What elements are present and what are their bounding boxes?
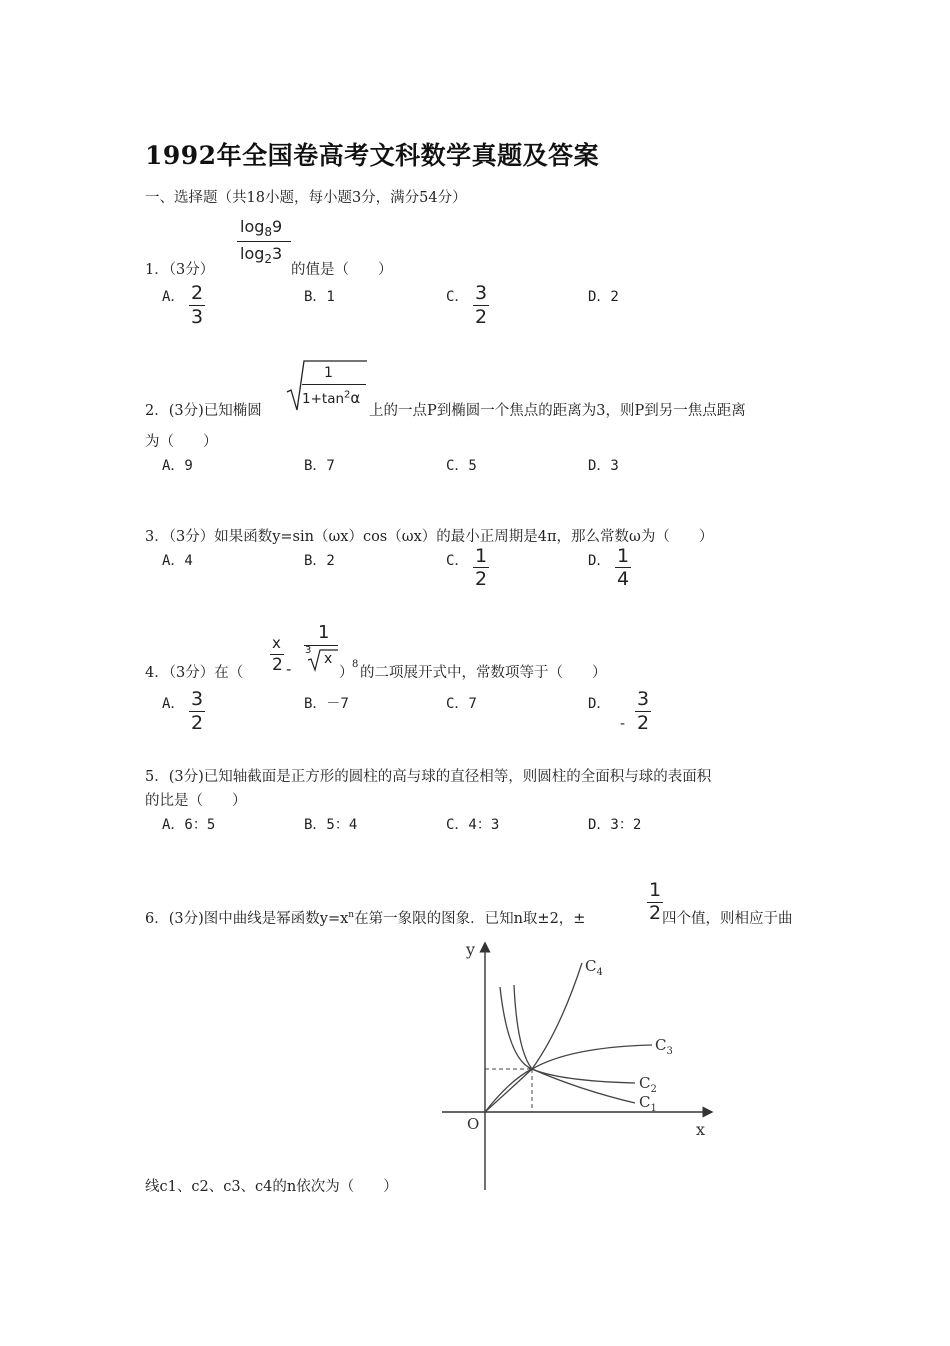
q3-option-d: D．	[588, 553, 611, 569]
label-c4: $C_4$	[585, 957, 603, 978]
q5-line1: 5．(3分)已知轴截面是正方形的圆柱的高与球的直径相等，则圆柱的全面积与球的表面积	[145, 769, 712, 785]
label-c3: $C_3$	[655, 1036, 673, 1057]
q5-option-d: D．3：2	[588, 817, 642, 833]
q2-option-c: C．5	[446, 458, 477, 474]
q2-option-b: B．7	[304, 458, 335, 474]
q4-option-a: A．	[162, 696, 185, 712]
curve-c1	[500, 987, 635, 1103]
label-c2: $C_2$	[639, 1074, 657, 1095]
q3-text: 3．（3分）如果函数y=sin（ωx）cos（ωx）的最小正周期是4π，那么常数ω为（ ）	[145, 529, 714, 545]
q3-option-c: C．	[446, 553, 469, 569]
q5-option-a: A．6：5	[162, 817, 216, 833]
section-heading: 一、选择题（共18小题，每小题3分，满分54分）	[145, 190, 467, 206]
q5-line2: 的比是（ ）	[145, 793, 247, 809]
q1-option-c: C．	[446, 289, 469, 305]
curve-c2	[514, 985, 635, 1083]
q4-option-b: B．－7	[304, 696, 349, 712]
q4-option-c: C．7	[446, 696, 477, 712]
origin-label: O	[467, 1115, 480, 1133]
q1-option-d: D．2	[588, 289, 619, 305]
curve-c4	[485, 963, 582, 1112]
q1-tail: 的值是（ ）	[291, 262, 393, 278]
q1-option-b: B．1	[304, 289, 335, 305]
q1-option-a: A．	[162, 289, 185, 305]
q5-option-b: B．5：4	[304, 817, 358, 833]
q1-numerator: $\log_89$	[240, 217, 283, 240]
q6-line1: 6．(3分)图中曲线是幂函数$y=x^n$在第一象限的图象．已知n取±2，±	[145, 910, 586, 927]
q1-denominator: $\log_23$	[240, 244, 283, 267]
q3-option-b: B．2	[304, 553, 335, 569]
q6-line2: 线c1、c2、c3、c4的n依次为（ ）	[145, 1179, 398, 1195]
q3-option-a: A．4	[162, 553, 193, 569]
q4-option-d: D．	[588, 696, 611, 712]
page-title: 1992年全国卷高考文科数学真题及答案	[145, 141, 600, 170]
q4-tail: 的二项展开式中，常数项等于（ ）	[360, 665, 607, 681]
q5-option-c: C．4：3	[446, 817, 500, 833]
label-c1: $C_1$	[639, 1093, 657, 1114]
q2-radicand-denominator: $1+\tan^2\alpha$	[302, 389, 361, 407]
q2-option-a: A．9	[162, 458, 193, 474]
q2-line2: 为（ ）	[145, 434, 218, 450]
q1-number: 1．（3分）	[145, 262, 215, 278]
q2-tail: 上的一点P到椭圆一个焦点的距离为3，则P到另一焦点距离	[369, 403, 746, 419]
cube-root-sign	[307, 648, 339, 672]
y-axis-label: y	[466, 940, 476, 959]
q4-lead: 4．（3分）在（	[145, 665, 244, 681]
power-function-graph	[430, 935, 730, 1195]
x-axis-label: x	[696, 1120, 706, 1139]
q2-lead: 2．(3分)已知椭圆	[145, 403, 262, 419]
q2-option-d: D．3	[588, 458, 619, 474]
q6-tail: 四个值，则相应于曲	[662, 911, 793, 927]
